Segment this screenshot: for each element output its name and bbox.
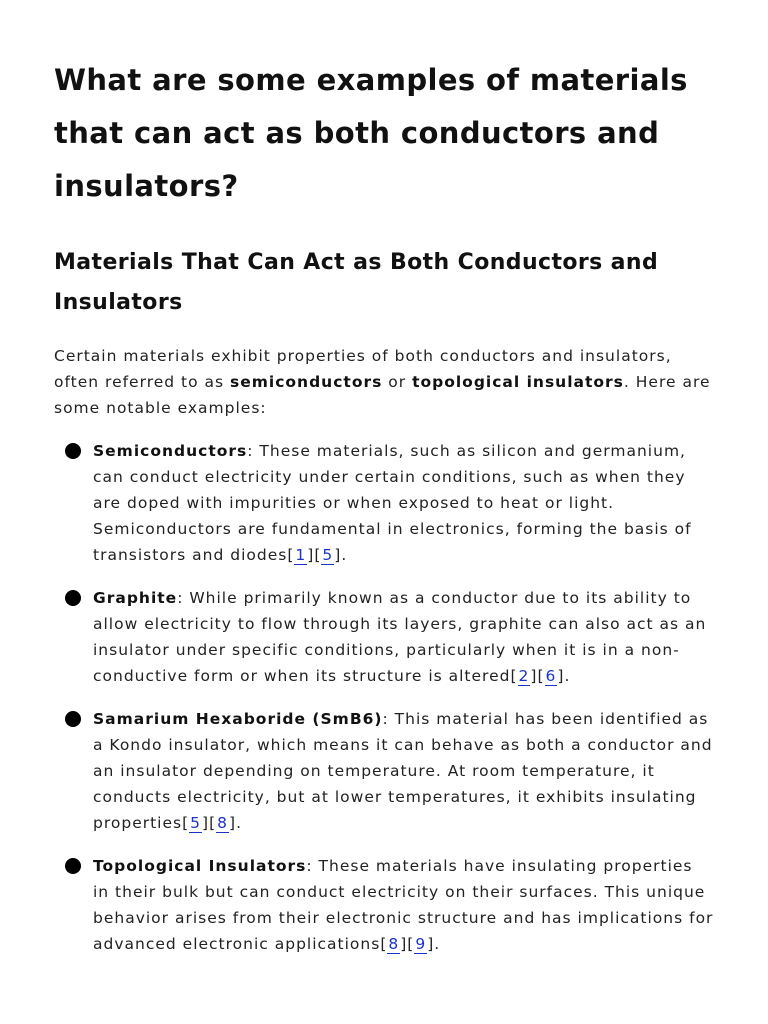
item-term: Graphite <box>93 589 178 607</box>
list-item-semiconductors: Semiconductors: These materials, such as silicon and germanium, can conduct electricity under certain conditions, such as when they are doped with impurities or when exposed to heat or light. Semiconductors are fundamental in electronics, forming the basis of transistors and diodes[1][5]. <box>54 438 714 568</box>
item-text: : This material has been identified as a Kondo insulator, which means it can behave as both a conductor and an insulator depending on temperature. At room temperature, it conducts electricity, but at lower temperatures, it exhibits insulating properties <box>93 710 713 832</box>
intro-term-semiconductors: semiconductors <box>230 373 383 391</box>
examples-list <box>54 438 714 957</box>
citation-link[interactable]: 8 <box>217 814 229 832</box>
item-end: . <box>434 935 441 953</box>
page-title: What are some examples of materials that can act as both conductors and insulators? <box>54 63 688 203</box>
citation-link[interactable]: 5 <box>322 546 334 564</box>
list-item-topological-insulators: Topological Insulators: These materials have insulating properties in their bulk but can conduct electricity on their surfaces. This unique behavior arises from their electronic structure and has implications for advanced electronic applications[8][9]. <box>54 853 714 957</box>
citation-link[interactable]: 8 <box>388 935 400 953</box>
citation-link[interactable]: 6 <box>545 667 557 685</box>
item-text: : While primarily known as a conductor due to its ability to allow electricity to flow through its layers, graphite can also act as an insulator under specific conditions, particularly when it is in a non-conductive form or when its structure is altered <box>93 589 707 685</box>
section-heading: Materials That Can Act as Both Conductors and Insulators <box>54 250 659 315</box>
bullet-icon <box>65 711 81 727</box>
intro-text-before: Certain materials exhibit properties of both conductors and insulators, often referred to as <box>54 347 672 391</box>
intro-text-between: or <box>382 373 413 391</box>
item-term: Semiconductors <box>93 442 248 460</box>
citation-link[interactable]: 2 <box>518 667 530 685</box>
intro-text-after: . Here are some notable examples: <box>54 373 711 417</box>
bullet-icon <box>65 858 81 874</box>
item-end: . <box>236 814 243 832</box>
item-end: . <box>341 546 348 564</box>
citation-link[interactable]: 9 <box>415 935 427 953</box>
intro-paragraph <box>54 343 714 421</box>
list-item-graphite: Graphite: While primarily known as a conductor due to its ability to allow electricity to flow through its layers, graphite can also act as an insulator under specific conditions, particularly when it is in a non-conductive form or when its structure is altered[2][6]. <box>54 585 714 689</box>
citation-link[interactable]: 5 <box>190 814 202 832</box>
item-term: Topological Insulators <box>93 857 307 875</box>
list-item-samarium-hexaboride: Samarium Hexaboride (SmB6): This material has been identified as a Kondo insulator, which means it can behave as both a conductor and an insulator depending on temperature. At room temperature, it conducts electricity, but at lower temperatures, it exhibits insulating properties[5][8]. <box>54 706 714 836</box>
intro-term-topological-insulators: topological insulators <box>412 373 624 391</box>
bullet-icon <box>65 590 81 606</box>
item-text: : These materials, such as silicon and germanium, can conduct electricity under certain conditions, such as when they are doped with impurities or when exposed to heat or light. Semiconductors are fundamental in electronics, forming the basis of transistors and diodes <box>93 442 692 564</box>
citation-link[interactable]: 1 <box>295 546 307 564</box>
item-text: : These materials have insulating properties in their bulk but can conduct electricity on their surfaces. This unique behavior arises from their electronic structure and has implications for advanced electronic applications <box>93 857 714 953</box>
item-term: Samarium Hexaboride (SmB6) <box>93 710 383 728</box>
item-end: . <box>564 667 571 685</box>
bullet-icon <box>65 443 81 459</box>
